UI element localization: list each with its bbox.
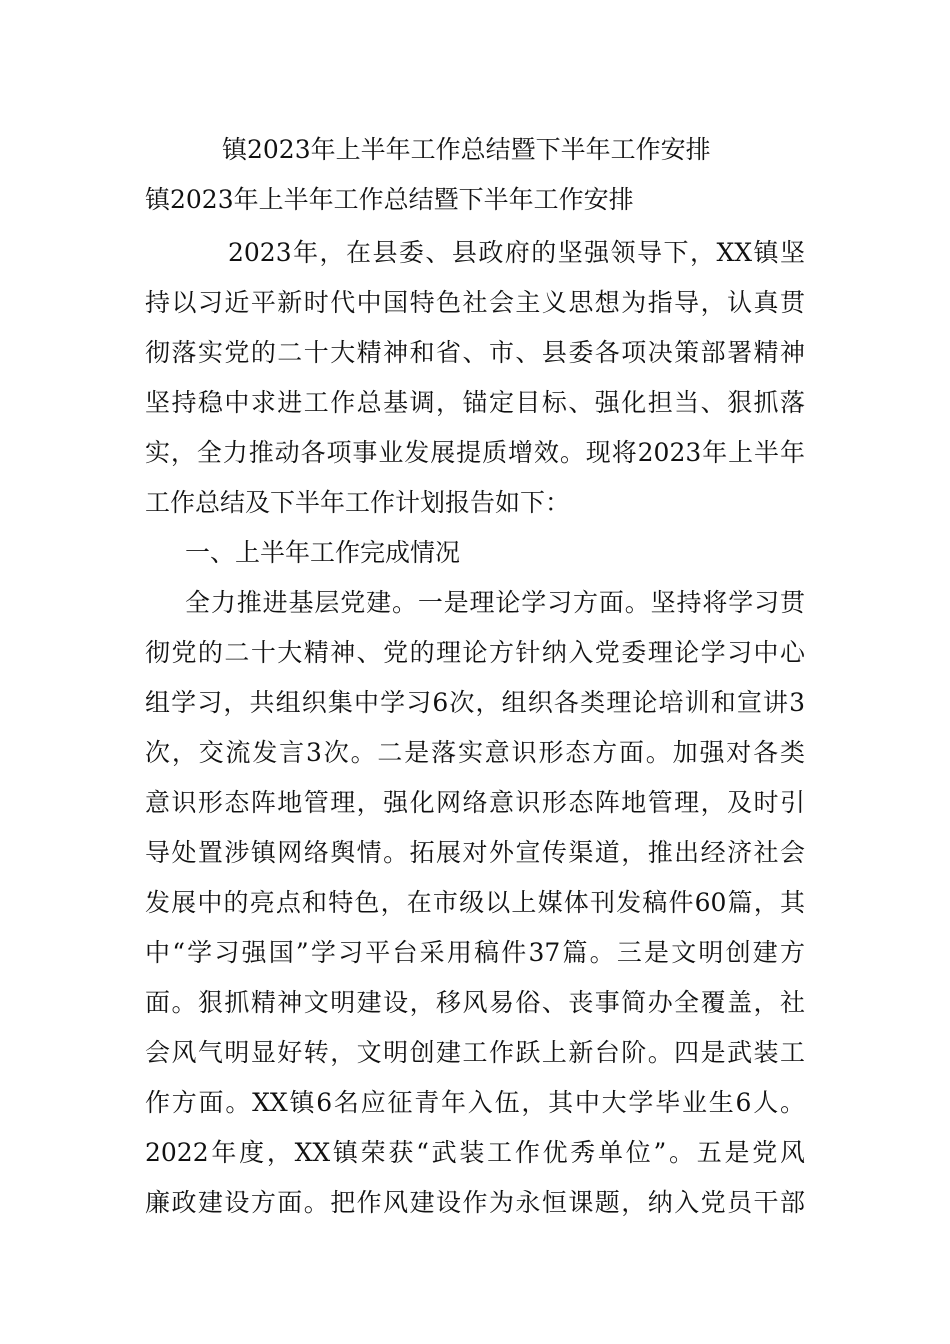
- paragraph-line: 坚持稳中求进工作总基调，锚定目标、强化担当、狠抓落: [145, 388, 805, 417]
- document-subtitle: 镇2023年上半年工作总结暨下半年工作安排: [145, 185, 634, 214]
- paragraph-line: 全力推进基层党建。一是理论学习方面。坚持将学习贯: [185, 588, 805, 617]
- paragraph-line: 2023年，在县委、县政府的坚强领导下，XX镇坚: [228, 238, 805, 267]
- paragraph-line: 面。狠抓精神文明建设，移风易俗、丧事简办全覆盖，社: [145, 988, 805, 1017]
- section-heading: 一、上半年工作完成情况: [185, 538, 461, 567]
- paragraph-line: 次，交流发言3次。二是落实意识形态方面。加强对各类: [145, 738, 805, 767]
- paragraph-line: 作方面。XX镇6名应征青年入伍，其中大学毕业生6人。: [145, 1088, 805, 1117]
- paragraph-line: 廉政建设方面。把作风建设作为永恒课题，纳入党员干部: [145, 1188, 805, 1217]
- paragraph-line: 工作总结及下半年工作计划报告如下：: [145, 488, 571, 517]
- paragraph-line: 发展中的亮点和特色，在市级以上媒体刊发稿件60篇，其: [145, 888, 805, 917]
- paragraph-line: 实，全力推动各项事业发展提质增效。现将2023年上半年: [145, 438, 805, 467]
- paragraph-line: 意识形态阵地管理，强化网络意识形态阵地管理，及时引: [145, 788, 805, 817]
- paragraph-line: 会风气明显好转，文明创建工作跃上新台阶。四是武装工: [145, 1038, 805, 1067]
- paragraph-line: 彻党的二十大精神、党的理论方针纳入党委理论学习中心: [145, 638, 805, 667]
- document-title: 镇2023年上半年工作总结暨下半年工作安排: [222, 135, 711, 164]
- paragraph-line: 持以习近平新时代中国特色社会主义思想为指导，认真贯: [145, 288, 805, 317]
- paragraph-line: 中“学习强国”学习平台采用稿件37篇。三是文明创建方: [145, 938, 805, 967]
- paragraph-line: 彻落实党的二十大精神和省、市、县委各项决策部署精神: [145, 338, 805, 367]
- paragraph-line: 2022年度，XX镇荣获“武装工作优秀单位”。五是党风: [145, 1138, 805, 1167]
- paragraph-line: 组学习，共组织集中学习6次，组织各类理论培训和宣讲3: [145, 688, 805, 717]
- paragraph-line: 导处置涉镇网络舆情。拓展对外宣传渠道，推出经济社会: [145, 838, 805, 867]
